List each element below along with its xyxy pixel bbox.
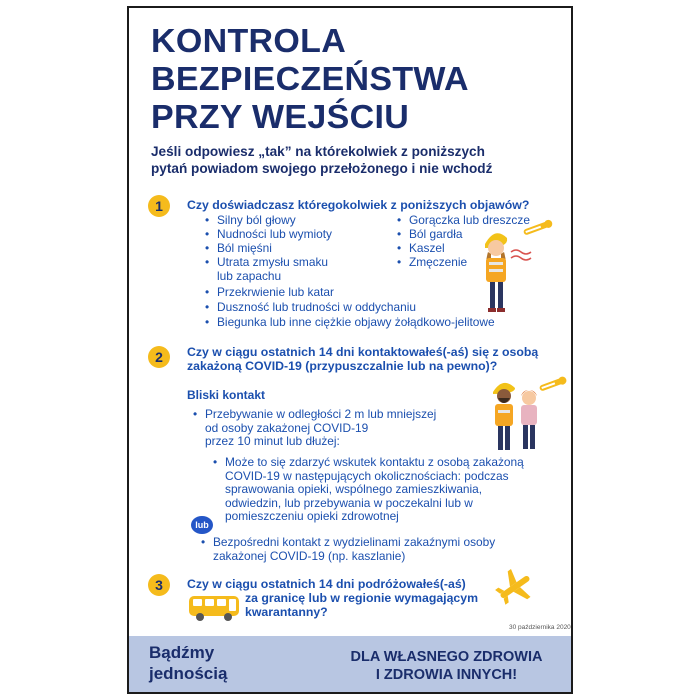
question-2-text: Czy w ciągu ostatnich 14 dni kontaktowałeś(-aś) się z osobą zakażoną COVID-19 (przypuszczalnie lub na pewno)? (187, 345, 539, 373)
airplane-icon (494, 568, 536, 606)
question-1-number: 1 (148, 195, 170, 217)
question-3-number: 3 (148, 574, 170, 596)
health-message: DLA WŁASNEGO ZDROWIA I ZDROWIA INNYCH! (350, 649, 543, 683)
list-item: • Ból gardła (409, 228, 463, 242)
list-item: • Duszność lub trudności w oddychaniu (217, 301, 416, 315)
list-item: • Silny ból głowy (217, 214, 296, 228)
list-item: • Bezpośredni kontakt z wydzielinami zakaźnymi osoby zakażonej COVID-19 (np. kaszlanie) (213, 536, 495, 563)
list-item: • Utrata zmysłu smaku lub zapachu (217, 256, 328, 283)
question-2-number: 2 (148, 346, 170, 368)
or-badge: lub (191, 516, 213, 534)
question-3-text: Czy w ciągu ostatnich 14 dni podróżowałeś(-aś) za granicę lub w regionie wymagającym kwarantanny? (187, 577, 479, 619)
list-item: • Może to się zdarzyć wskutek kontaktu z osobą zakażoną COVID-19 w następujących okolicznościach: podczas sprawowania opieki, wspólnego zamieszkiwania, odwiedzin, lub przebywania w poczekalni lub w pomieszczeniu opieki zdrowotnej (225, 456, 524, 524)
list-item: • Ból mięśni (217, 242, 272, 256)
list-item: • Nudności lub wymioty (217, 228, 332, 242)
list-item: • Gorączka lub dreszcze (409, 214, 530, 228)
two-workers-icon (489, 376, 569, 454)
bus-icon (187, 594, 241, 622)
footer-banner (129, 636, 573, 694)
list-item: • Kaszel (409, 242, 445, 256)
date-label: 30 października 2020 (509, 624, 571, 631)
subtitle: Jeśli odpowiesz „tak” na którekolwiek z poniższych pytań powiadom swojego przełożonego i nie wchodź (151, 144, 493, 176)
list-item: • Biegunka lub inne ciężkie objawy żołądkowo-jelitowe (217, 316, 495, 330)
list-item: • Przebywanie w odległości 2 m lub mniejszej od osoby zakażonej COVID-19 przez 10 minut lub dłużej: (205, 408, 436, 449)
page-title (151, 22, 469, 136)
poster (127, 6, 573, 694)
title-line: PRZY WEJŚCIU (151, 98, 410, 135)
thermometer-icon (519, 217, 555, 239)
title-line: BEZPIECZEŃSTWA (151, 60, 469, 97)
question-1-text: Czy doświadczasz któregokolwiek z poniższych objawów? (187, 198, 530, 212)
close-contact-label: Bliski kontakt (187, 388, 266, 402)
slogan: Bądźmy jednością (149, 643, 228, 683)
list-item: • Przekrwienie lub katar (217, 286, 334, 300)
list-item: • Zmęczenie (409, 256, 467, 270)
title-line: KONTROLA (151, 22, 347, 59)
